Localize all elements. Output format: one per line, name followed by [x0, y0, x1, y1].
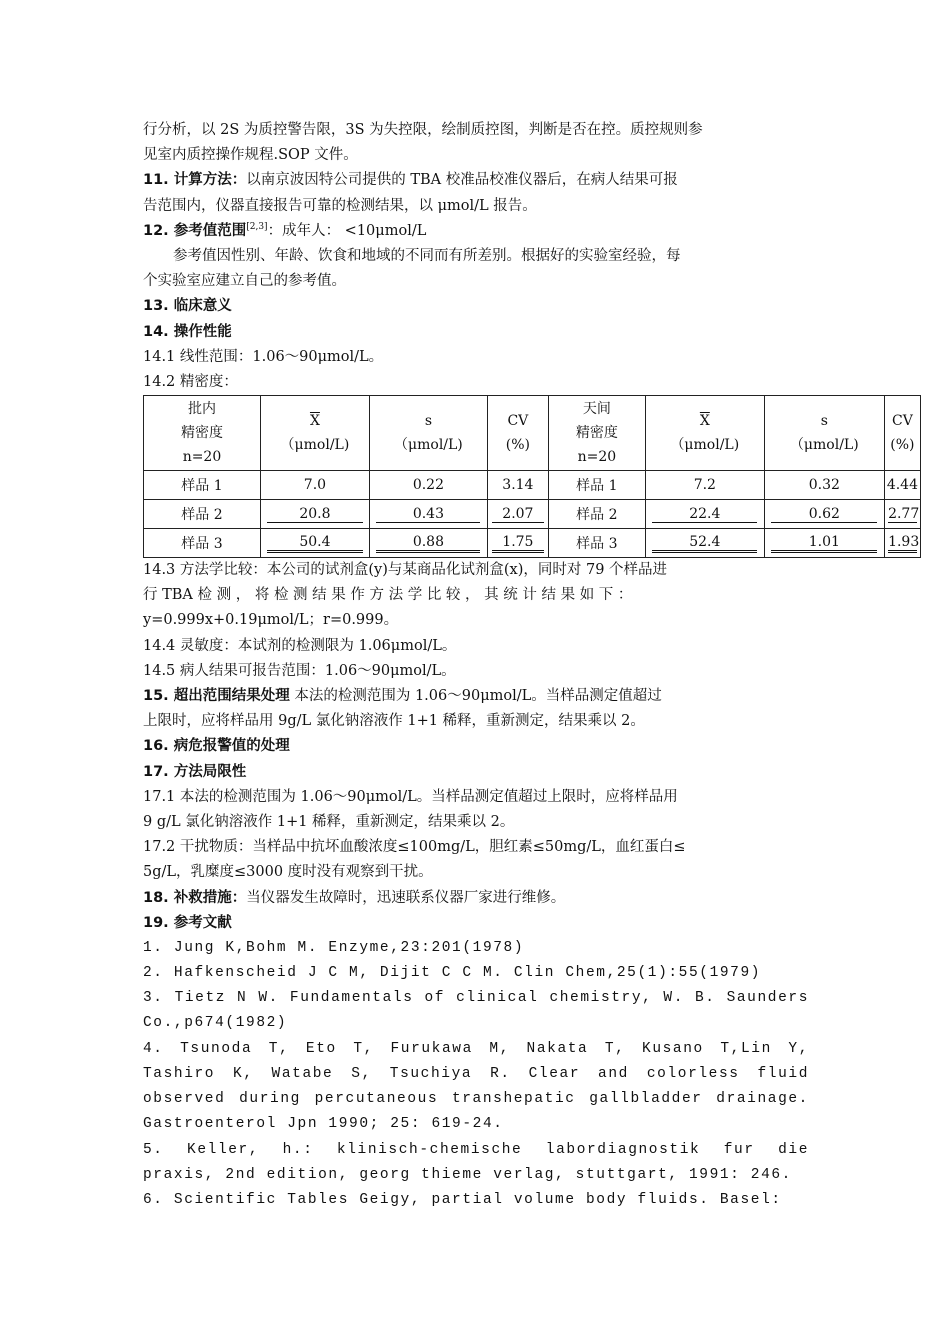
table-cell: 样品 1 — [144, 471, 261, 500]
table-cell: 22.4 — [645, 500, 764, 529]
body-text: 见室内质控操作规程.SOP 文件。 — [143, 147, 358, 164]
section-12 — [143, 219, 809, 244]
precision-table — [143, 395, 921, 558]
body-text: 14.5 病人结果可报告范围：1.06～90μmol/L。 — [143, 662, 456, 679]
table-row — [144, 500, 921, 529]
table-row — [144, 529, 921, 558]
section-15 — [143, 684, 809, 709]
section-heading: 18. 补救措施： — [143, 889, 247, 906]
table-cell: 4.44 — [884, 471, 920, 500]
table-row — [144, 471, 921, 500]
section-heading: 17. 方法局限性 — [143, 763, 247, 780]
table-cell: 0.62 — [764, 500, 884, 529]
table-cell: 0.88 — [369, 529, 487, 558]
document-page — [143, 118, 920, 1213]
table-cell: 7.0 — [260, 471, 369, 500]
header-cell: CV (%) — [884, 396, 920, 471]
body-text: 上限时，应将样品用 9g/L 氯化钠溶液作 1+1 稀释，重新测定，结果乘以 2。 — [143, 713, 645, 730]
table-cell: 0.22 — [369, 471, 487, 500]
body-text: 行分析，以 2S 为质控警告限，3S 为失控限，绘制质控图，判断是否在控。质控规则参 — [143, 122, 703, 138]
table-cell: 1.75 — [487, 529, 548, 558]
table-cell: 样品 3 — [548, 529, 645, 558]
table-cell: 52.4 — [645, 529, 764, 558]
section-11 — [143, 168, 809, 193]
table-cell: 3.14 — [487, 471, 548, 500]
body-text: 14.3 方法学比较：本公司的试剂盒(y)与某商品化试剂盒(x)，同时对 79 个样品进 — [143, 562, 668, 579]
body-text: ：成年人： <10μmol/L — [267, 222, 427, 239]
header-cell: CV (%) — [487, 396, 548, 471]
body-text: 当仪器发生故障时，迅速联系仪器厂家进行维修。 — [246, 889, 566, 906]
header-cell: $\overline{X}$ （μmol/L) — [645, 396, 764, 471]
header-cell: s （μmol/L) — [369, 396, 487, 471]
table-cell: 样品 2 — [548, 500, 645, 529]
body-text: 本法的检测范围为 1.06～90μmol/L。当样品测定值超过 — [289, 688, 662, 704]
table-header-row — [144, 396, 921, 471]
section-18 — [143, 886, 809, 911]
reference-item: 3. Tietz N W. Fundamentals of clinical chemistry, W. B. Saunders Co.,p674(1982) — [143, 990, 809, 1032]
header-cell: s （μmol/L) — [764, 396, 884, 471]
reference-item: 1. Jung K,Bohm M. Enzyme,23:201(1978) — [143, 939, 525, 956]
reference-item: 6. Scientific Tables Geigy, partial volume body fluids. Basel: — [143, 1191, 782, 1208]
table-cell: 1.93 — [884, 529, 920, 558]
body-text: 5g/L，乳糜度≤3000 度时没有观察到干扰。 — [143, 864, 433, 881]
table-cell: 20.8 — [260, 500, 369, 529]
section-heading: 13. 临床意义 — [143, 298, 232, 315]
body-text: 9 g/L 氯化钠溶液作 1+1 稀释，重新测定，结果乘以 2。 — [143, 813, 515, 830]
body-text: 17.1 本法的检测范围为 1.06～90μmol/L。当样品测定值超过上限时，应将样品用 — [143, 788, 678, 805]
header-cell: $\overline{X}$ （μmol/L) — [260, 396, 369, 471]
reference-item: 4. Tsunoda T, Eto T, Furukawa M, Nakata T, Kusano T,Lin Y, Tashiro K, Watabe S, Tsuchiya R. Clear and colorless fluid observed during percutaneous transhepatic gallbladder drainage. Gastroenterol Jpn 1990; 25: 619-24. — [143, 1040, 809, 1133]
table-cell: 1.01 — [764, 529, 884, 558]
header-cell: 批内 精密度 n=20 — [144, 396, 261, 471]
section-heading: 15. 超出范围结果处理 — [143, 688, 290, 704]
section-heading: 12. 参考值范围 — [143, 222, 247, 239]
reference-item: 2. Hafkenscheid J C M, Dijit C C M. Clin Chem,25(1):55(1979) — [143, 965, 762, 982]
body-text: 个实验室应建立自己的参考值。 — [143, 273, 346, 290]
table-cell: 样品 3 — [144, 529, 261, 558]
table-cell: 样品 1 — [548, 471, 645, 500]
table-cell: 7.2 — [645, 471, 764, 500]
table-cell: 样品 2 — [144, 500, 261, 529]
header-cell: 天间 精密度 n=20 — [548, 396, 645, 471]
body-text: 参考值因性别、年龄、饮食和地域的不同而有所差别。根据好的实验室经验，每 — [173, 247, 681, 264]
table-cell: 0.43 — [369, 500, 487, 529]
reference-item: 5. Keller, h.: klinisch-chemische labordiagnostik fur die praxis, 2nd edition, georg thieme verlag, stuttgart, 1991: 246. — [143, 1141, 809, 1183]
table-cell: 2.07 — [487, 500, 548, 529]
section-heading: 11. 计算方法： — [143, 172, 247, 189]
body-text: y=0.999x+0.19μmol/L；r=0.999。 — [143, 612, 399, 629]
body-text: 行 TBA 检 测 ， 将 检 测 结 果 作 方 法 学 比 较 ， 其 统 计 结 果 如 下 ： — [143, 587, 633, 604]
body-text: 14.4 灵敏度：本试剂的检测限为 1.06μmol/L。 — [143, 637, 457, 654]
table-cell: 0.32 — [764, 471, 884, 500]
section-heading: 19. 参考文献 — [143, 914, 232, 931]
citation: [2,3] — [246, 221, 268, 232]
reference-list — [143, 936, 809, 1213]
section-heading: 16. 病危报警值的处理 — [143, 738, 290, 755]
body-text: 以南京波因特公司提供的 TBA 校准品校准仪器后，在病人结果可报 — [246, 172, 678, 189]
table-cell: 2.77 — [884, 500, 920, 529]
section-heading: 14. 操作性能 — [143, 323, 232, 340]
table-cell: 50.4 — [260, 529, 369, 558]
body-text: 17.2 干扰物质：当样品中抗坏血酸浓度≤100mg/L，胆红素≤50mg/L，血红蛋白≤ — [143, 839, 686, 856]
body-text: 14.2 精密度： — [143, 373, 238, 390]
body-text: 告范围内，仪器直接报告可靠的检测结果，以 μmol/L 报告。 — [143, 197, 537, 214]
body-text: 14.1 线性范围：1.06～90μmol/L。 — [143, 348, 384, 365]
